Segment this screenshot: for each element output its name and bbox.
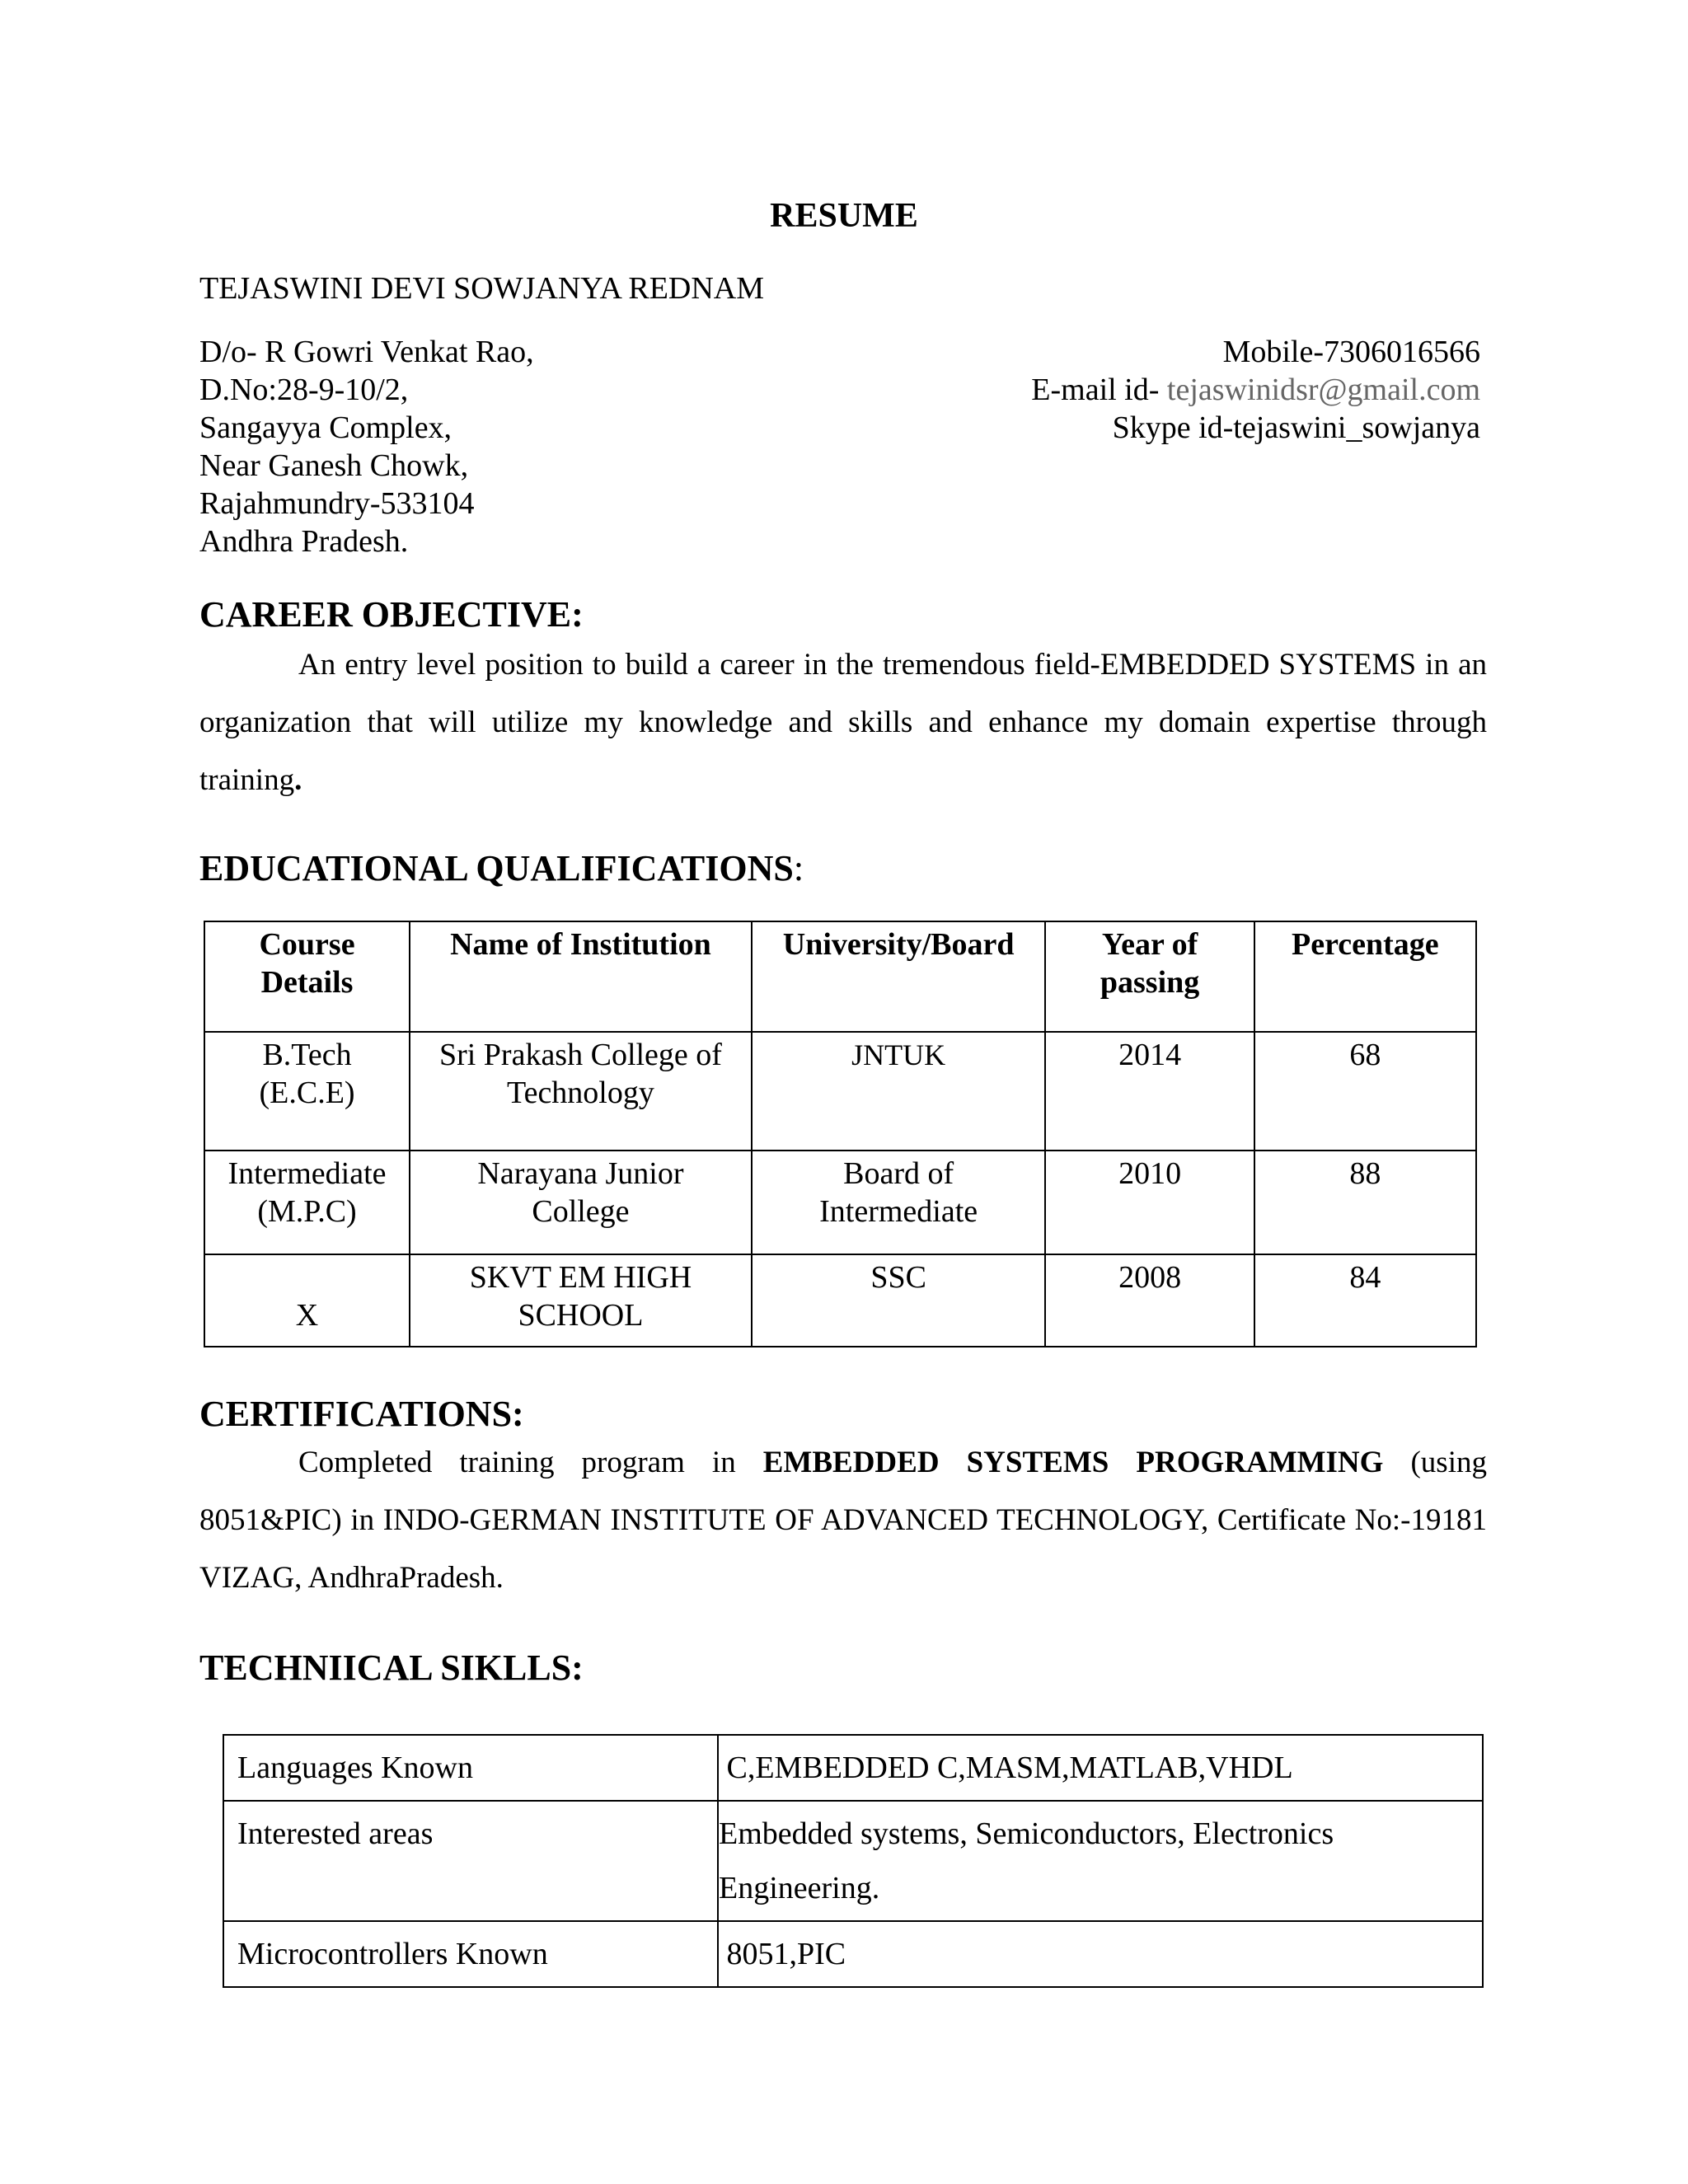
table-cell: 2014	[1045, 1032, 1254, 1151]
table-cell: Intermediate (M.P.C)	[204, 1151, 410, 1254]
skype-id: Skype id-tejaswini_sowjanya	[1112, 410, 1480, 445]
technical-skills-heading: TECHNIICAL SIKLLS:	[199, 1647, 584, 1688]
education-heading-text: EDUCATIONAL QUALIFICATIONS	[199, 848, 794, 888]
table-cell: 68	[1254, 1032, 1476, 1151]
table-row	[223, 1735, 1483, 1801]
skill-label: Interested areas	[223, 1801, 718, 1921]
skill-value: 8051,PIC	[718, 1921, 1483, 1987]
table-row	[223, 1801, 1483, 1921]
skill-value: Embedded systems, Semiconductors, Electronics Engineering.	[718, 1801, 1483, 1921]
education-heading-colon: :	[793, 848, 804, 888]
mobile-number: Mobile-7306016566	[1222, 335, 1480, 369]
certifications-text	[199, 1434, 1487, 1607]
career-objective-end: .	[294, 763, 302, 797]
table-row	[204, 1032, 1476, 1151]
address-line: Andhra Pradesh.	[199, 524, 409, 559]
resume-title: RESUME	[770, 197, 918, 235]
skill-value: C,EMBEDDED C,MASM,MATLAB,VHDL	[718, 1735, 1483, 1801]
table-row	[204, 1254, 1476, 1347]
column-header: University/Board	[752, 921, 1046, 1032]
table-cell: 2008	[1045, 1254, 1254, 1347]
cert-program-name: EMBEDDED SYSTEMS PROGRAMMING	[762, 1446, 1384, 1479]
address-line: D/o- R Gowri Venkat Rao,	[199, 335, 534, 369]
technical-skills-table	[223, 1734, 1484, 1988]
table-cell: 84	[1254, 1254, 1476, 1347]
education-table	[204, 921, 1477, 1347]
address-line: Sangayya Complex,	[199, 410, 452, 445]
table-row	[204, 1151, 1476, 1254]
candidate-name: TEJASWINI DEVI SOWJANYA REDNAM	[199, 271, 765, 306]
address-line: Rajahmundry-533104	[199, 486, 475, 521]
address-line: D.No:28-9-10/2,	[199, 373, 409, 407]
cert-text-before: Completed training program in	[298, 1446, 763, 1479]
skill-label: Microcontrollers Known	[223, 1921, 718, 1987]
cert-text-after: (using 8051&PIC) in INDO-GERMAN INSTITUTE OF ADVANCED TECHNOLOGY, Certificate No:-19181 VIZAG, AndhraPradesh.	[199, 1446, 1487, 1595]
column-header: Year of passing	[1045, 921, 1254, 1032]
table-row	[223, 1921, 1483, 1987]
table-cell: X	[204, 1254, 410, 1347]
table-cell: Sri Prakash College of Technology	[410, 1032, 752, 1151]
table-cell: Board of Intermediate	[752, 1151, 1046, 1254]
column-header: Percentage	[1254, 921, 1476, 1032]
email-line	[1031, 371, 1480, 409]
table-cell: B.Tech (E.C.E)	[204, 1032, 410, 1151]
column-header: Name of Institution	[410, 921, 752, 1032]
table-cell: 88	[1254, 1151, 1476, 1254]
education-heading	[199, 847, 804, 889]
skill-label: Languages Known	[223, 1735, 718, 1801]
contact-block	[1031, 333, 1480, 447]
address-block	[199, 333, 534, 560]
certifications-heading: CERTIFICATIONS:	[199, 1394, 524, 1434]
address-line: Near Ganesh Chowk,	[199, 448, 469, 483]
email-link[interactable]: tejaswinidsr@gmail.com	[1166, 373, 1480, 407]
column-header: Course Details	[204, 921, 410, 1032]
career-objective-text	[199, 636, 1487, 809]
table-cell: SSC	[752, 1254, 1046, 1347]
table-header-row	[204, 921, 1476, 1032]
table-cell: Narayana Junior College	[410, 1151, 752, 1254]
career-objective-heading: CAREER OBJECTIVE:	[199, 594, 584, 635]
table-cell: SKVT EM HIGH SCHOOL	[410, 1254, 752, 1347]
table-cell: 2010	[1045, 1151, 1254, 1254]
table-cell: JNTUK	[752, 1032, 1046, 1151]
career-objective-body: An entry level position to build a career in the tremendous field-EMBEDDED SYSTEMS in an organization that will utilize my knowledge and skills and enhance my domain expertise through training	[199, 648, 1487, 797]
email-label: E-mail id-	[1031, 373, 1167, 407]
